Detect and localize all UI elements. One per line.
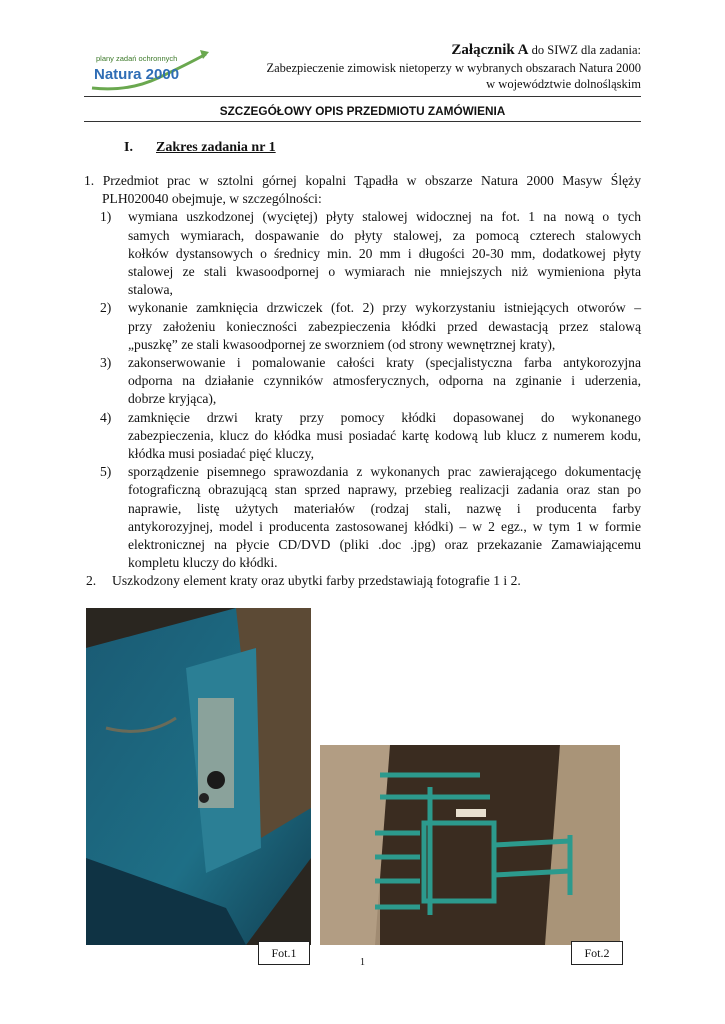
work-item-number: 5) xyxy=(100,464,112,480)
work-item-line: naprawie, listę użytych materiałów (rodzaj stali, nazwę i producenta farby xyxy=(128,500,641,516)
photo-2-caption: Fot.2 xyxy=(571,941,623,965)
work-item-line: wymiana uszkodzonej (wyciętej) płyty stalowej widocznej na fot. 1 na nową o tych xyxy=(128,209,641,225)
logo-tagline: plany zadań ochronnych xyxy=(96,54,178,63)
work-item-line: odporna na działanie czynników atmosferycznych, odporna na zginanie i uderzenia, xyxy=(128,373,641,389)
work-items-list xyxy=(84,208,641,572)
work-item-line: antykorozyjnej, model i producenta zastosowanej kłódki) – w 2 egz., w tym 1 w formie xyxy=(128,518,641,534)
work-item xyxy=(84,409,641,464)
work-item-line: kompletu kluczy do kłódki. xyxy=(128,555,278,571)
work-item-line: zabezpieczenia, klucz do kłódka musi posiadać kartę kodową lub klucz z numerem kodu, xyxy=(128,427,641,443)
work-item xyxy=(84,354,641,409)
task-name-line: Zabezpieczenie zimowisk nietoperzy w wybranych obszarach Natura 2000 xyxy=(266,61,641,75)
paragraph-2-text: Uszkodzony element kraty oraz ubytki farby przedstawiają fotografie 1 i 2. xyxy=(112,573,521,589)
work-item-line: sporządzenie pisemnego sprawozdania z wykonanych prac zawierającego dokumentację xyxy=(128,464,641,480)
section-title: Zakres zadania nr 1 xyxy=(156,140,276,155)
photo-2 xyxy=(320,745,620,945)
work-item-line: kłódka musi posiadać pięć kluczy, xyxy=(128,446,314,462)
section-number: I. xyxy=(124,140,133,155)
work-item-line: elektronicznej na płycie CD/DVD (pliki .doc .jpg) oraz przekazanie Zamawiającemu xyxy=(128,537,641,553)
body xyxy=(84,172,641,591)
work-item-line: stalowa, xyxy=(128,282,173,298)
work-item-line: „puszkę” ze stali kwasoodpornej ze sworzniem (od strony wewnętrznej kraty), xyxy=(128,336,556,352)
paragraph-2-number: 2. xyxy=(86,573,97,589)
logo-wordmark: Natura 2000 xyxy=(94,66,180,83)
work-item xyxy=(84,299,641,354)
work-item-line: zakonserwowanie i pomalowanie całości kraty (specjalistyczna farba antykorozyjna xyxy=(128,355,641,371)
region-line: w województwie dolnośląskim xyxy=(486,77,641,91)
work-item-line: fotograficzną obrazującą stan sprzed naprawy, przebieg realizacji zadania oraz stan po xyxy=(128,482,641,498)
work-item xyxy=(84,208,641,299)
header-rule xyxy=(84,96,641,97)
paragraph-1-line: PLH020040 obejmuje, w szczególności: xyxy=(102,191,322,207)
work-item-line: dobrze kryjąca), xyxy=(128,391,217,407)
work-item-line: wykonanie zamknięcia drzwiczek (fot. 2) przy wykorzystaniu istniejących otworów – xyxy=(128,300,641,316)
paragraph-2 xyxy=(84,572,641,590)
work-item xyxy=(84,463,641,572)
spec-title: SZCZEGÓŁOWY OPIS PRZEDMIOTU ZAMÓWIENIA xyxy=(219,104,506,118)
photo-1 xyxy=(86,608,311,945)
paragraph-1 xyxy=(84,172,641,208)
natura-2000-logo xyxy=(88,48,210,94)
work-item-number: 4) xyxy=(100,409,112,425)
work-item-line: stalowej ze stali kwasoodpornej o wymiarach nie mniejszych niż wymieniona płyta xyxy=(128,264,641,280)
work-item-line: zamknięcie drzwi kraty przy pomocy kłódki dopasowanej do wykonanego xyxy=(128,409,641,425)
work-item-number: 1) xyxy=(100,209,112,225)
work-item-line: samych wymiarach, dospawanie do płyty stalowej, za pomocą czterech stalowych xyxy=(128,227,641,243)
spec-rule xyxy=(84,121,641,122)
work-item-line: kołków dystansowych o średnicy min. 20 mm i długości 20-30 mm, dodatkowej płyty xyxy=(128,245,641,261)
attachment-title: Załącznik A do SIWZ dla zadania: xyxy=(451,42,641,58)
work-item-number: 2) xyxy=(100,300,112,316)
photo-1-caption: Fot.1 xyxy=(258,941,310,965)
work-item-line: przy założeniu konieczności zabezpieczenia kłódki przed dewastacją przez stalową xyxy=(128,318,641,334)
paragraph-1-line: 1. Przedmiot prac w sztolni górnej kopalni Tąpadła w obszarze Natura 2000 Masyw Ślęży xyxy=(84,173,641,188)
work-item-number: 3) xyxy=(100,355,112,371)
page-number: 1 xyxy=(360,957,365,968)
